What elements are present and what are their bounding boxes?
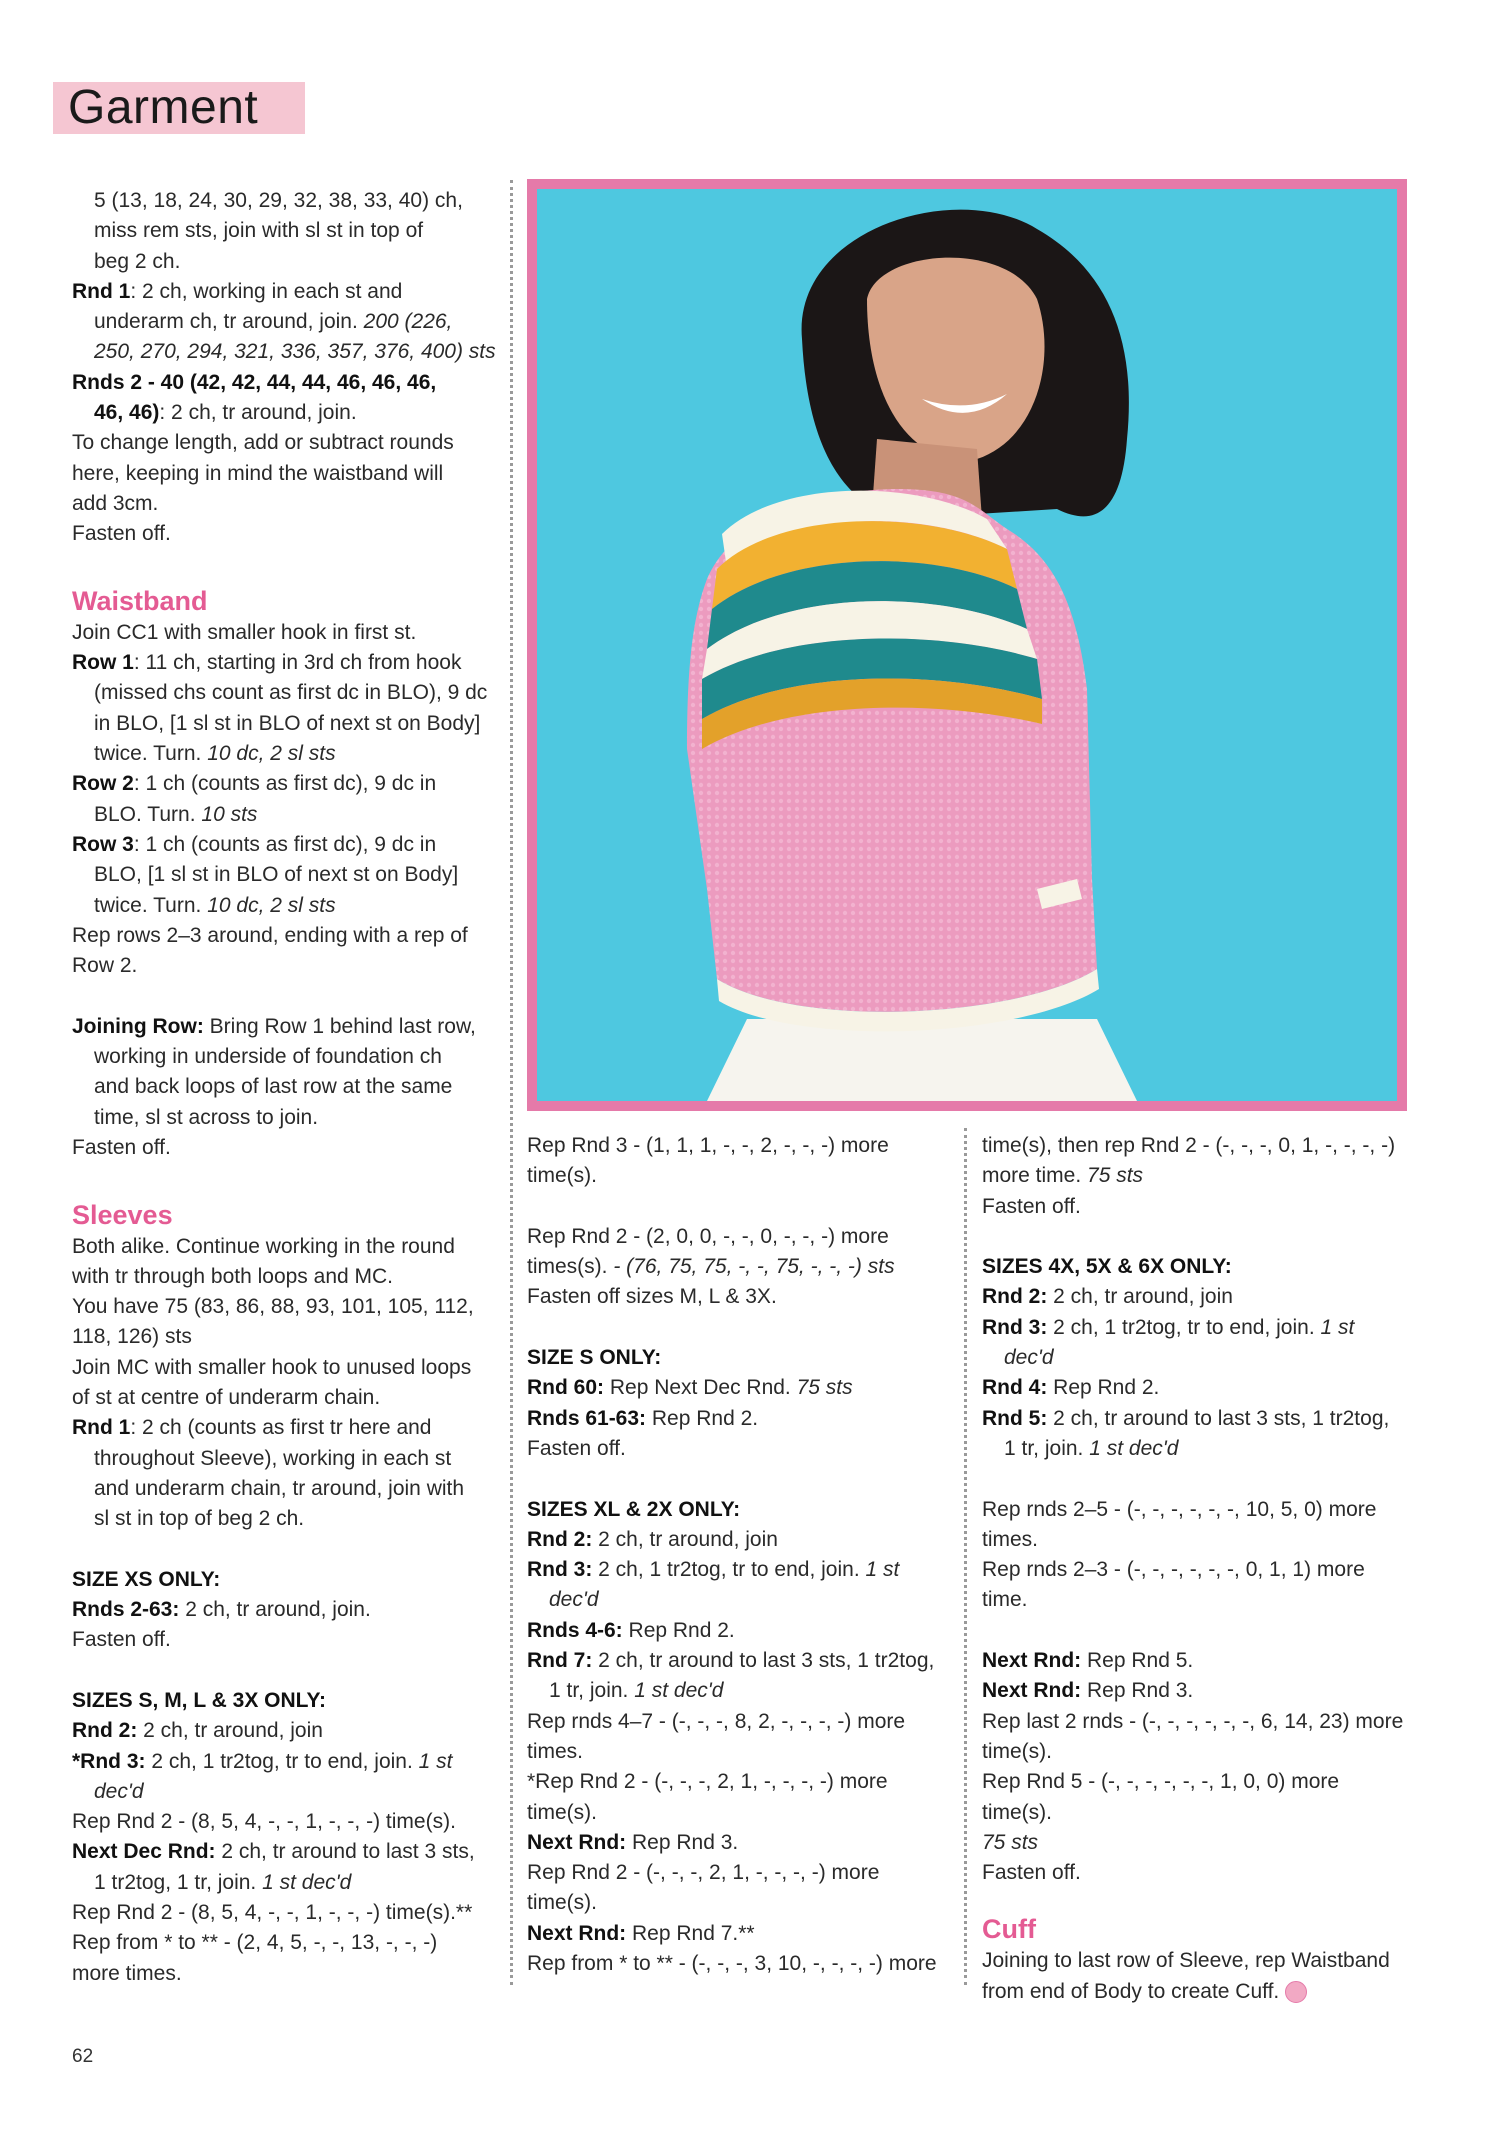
instruction-line: Next Rnd: Rep Rnd 5. [982,1649,1194,1673]
instruction-line: *Rnd 3: 2 ch, 1 tr2tog, tr to end, join. 1 st [72,1749,453,1773]
instruction-line: Next Dec Rnd: 2 ch, tr around to last 3 sts, [72,1840,475,1864]
text-line: Fasten off. [72,522,171,546]
text-line: Fasten off sizes M, L & 3X. [527,1285,777,1309]
text-line: twice. Turn. 10 dc, 2 sl sts [94,742,336,766]
model-photo [537,189,1397,1101]
text-line: times. [527,1739,584,1763]
text-line: here, keeping in mind the waistband will [72,461,444,485]
instruction-line: Rnd 2: 2 ch, tr around, join [982,1285,1233,1309]
instruction-line: Rnd 1: 2 ch (counts as first tr here and [72,1416,432,1440]
instruction-line: Rnd 3: 2 ch, 1 tr2tog, tr to end, join. 1 st [527,1558,900,1582]
text-line: Fasten off. [72,1135,171,1159]
text-line: Fasten off. [72,1628,171,1652]
text-line: (missed chs count as first dc in BLO), 9 dc [94,681,488,705]
text-line: Row 2. [72,954,138,978]
instruction-line: Rnd 1: 2 ch, working in each st and [72,279,403,303]
text-line: times(s). - (76, 75, 75, -, -, 75, -, -, -) sts [527,1255,895,1279]
text-line: Fasten off. [527,1436,626,1460]
instruction-line: Row 2: 1 ch (counts as first dc), 9 dc in [72,772,437,796]
row-label: Row 1 [72,651,134,675]
size-heading: SIZE S ONLY: [527,1346,662,1370]
text-line: miss rem sts, join with sl st in top of [94,219,424,243]
text-line: Rep rnds 4–7 - (-, -, -, 8, 2, -, -, -, -) more [527,1709,906,1733]
column-2 [527,1131,959,1979]
text-line: Rep rnds 2–3 - (-, -, -, -, -, -, 0, 1, 1) more [982,1558,1365,1582]
instruction-line: Rnd 5: 2 ch, tr around to last 3 sts, 1 tr2tog, [982,1406,1390,1430]
text-line: BLO. Turn. 10 sts [94,802,258,826]
text-line: 1 tr, join. 1 st dec'd [549,1679,724,1703]
row-label: Row 2 [72,772,134,796]
text-line: 5 (13, 18, 24, 30, 29, 32, 38, 33, 40) ch, [94,189,463,212]
text-line: Join MC with smaller hook to unused loops [72,1355,472,1379]
round-label: Rnds 2 - 40 (42, 42, 44, 44, 46, 46, 46, [72,370,437,394]
round-label: Rnd 1 [72,1416,131,1440]
size-heading: SIZES S, M, L & 3X ONLY: [72,1688,326,1712]
text-line: Rep rnds 2–5 - (-, -, -, -, -, -, 10, 5, 0) more [982,1497,1377,1521]
text-line: time, sl st across to join. [94,1105,319,1129]
instruction-line: Rnd 2: 2 ch, tr around, join [72,1719,323,1743]
column-1 [72,186,500,1989]
column-3 [982,1131,1414,2007]
text-line: Rep Rnd 2 - (2, 0, 0, -, -, 0, -, -, -) more [527,1224,889,1248]
section-heading-cuff: Cuff [982,1914,1036,1945]
sweater-illustration [537,189,1397,1101]
text-line: twice. Turn. 10 dc, 2 sl sts [94,893,336,917]
size-heading: SIZES XL & 2X ONLY: [527,1497,741,1521]
text-line: time(s). [527,1164,597,1188]
text-line: Rep Rnd 2 - (8, 5, 4, -, -, 1, -, -, -) time(s).** [72,1901,473,1925]
instruction-line: Next Rnd: Rep Rnd 7.** [527,1921,755,1945]
instruction-line: Joining Row: Bring Row 1 behind last row, [72,1014,476,1038]
column-divider [964,1128,967,1985]
text-line: and back loops of last row at the same [94,1075,453,1099]
instruction-line: Next Rnd: Rep Rnd 3. [982,1679,1194,1703]
instruction-line: Rnds 4-6: Rep Rnd 2. [527,1618,735,1642]
text-line: Join CC1 with smaller hook in first st. [72,620,417,644]
text-line: Rep Rnd 5 - (-, -, -, -, -, -, 1, 0, 0) more time(s). [982,1770,1340,1824]
text-line: Both alike. Continue working in the round [72,1234,455,1258]
text-line: You have 75 (83, 86, 88, 93, 101, 105, 112, [72,1295,474,1319]
text-line: time. [982,1588,1028,1612]
yarn-ball-icon [1285,1981,1307,2003]
text-line: time(s). [527,1891,597,1915]
text-line: dec'd [549,1588,599,1612]
text-line: throughout Sleeve), working in each st [94,1446,452,1470]
instruction-line: Rnds 2-63: 2 ch, tr around, join. [72,1598,371,1622]
text-line: Rep rows 2–3 around, ending with a rep of [72,923,468,947]
text-line: 75 sts [982,1830,1039,1854]
text-line: *Rep Rnd 2 - (-, -, -, 2, 1, -, -, -, -) more [527,1770,888,1794]
text-line: BLO, [1 sl st in BLO of next st on Body] [94,863,459,887]
text-line: Rep from * to ** - (-, -, -, 3, 10, -, -, -, -) more [527,1952,937,1976]
row-label: Row 3 [72,832,134,856]
row-label: Joining Row: [72,1014,204,1038]
text-line: 118, 126) sts [72,1325,192,1349]
instruction-line: Rnd 7: 2 ch, tr around to last 3 sts, 1 tr2tog, [527,1649,935,1673]
text-line: and underarm chain, tr around, join with [94,1476,465,1500]
page-number: 62 [72,2046,94,2067]
text-line: Fasten off. [982,1861,1081,1885]
skirt [707,1019,1137,1101]
instruction-line: Rnd 60: Rep Next Dec Rnd. 75 sts [527,1376,853,1400]
text-line: Rep from * to ** - (2, 4, 5, -, -, 13, -, -, -) [72,1931,438,1955]
column-divider [510,180,513,1985]
instruction-line: Rnds 61-63: Rep Rnd 2. [527,1406,759,1430]
text-line: from end of Body to create Cuff. [982,1977,1414,2007]
text-line: Fasten off. [982,1194,1081,1218]
instruction-line: Rnd 4: Rep Rnd 2. [982,1376,1160,1400]
instruction-line: Rnd 2: 2 ch, tr around, join [527,1527,778,1551]
instruction-line: Rnd 3: 2 ch, 1 tr2tog, tr to end, join. 1 st [982,1315,1355,1339]
text-line: working in underside of foundation ch [94,1045,442,1069]
instruction-line [72,368,500,398]
text-line: in BLO, [1 sl st in BLO of next st on Body] [94,711,481,735]
text-line: 46, 46): 2 ch, tr around, join. [94,401,357,425]
text-line: underarm ch, tr around, join. 200 (226, [94,310,453,334]
text-line: more times. [72,1961,182,1985]
section-heading-sleeves: Sleeves [72,1199,173,1230]
text-line: 250, 270, 294, 321, 336, 357, 376, 400) sts [94,340,496,364]
text-line: Rep Rnd 3 - (1, 1, 1, -, -, 2, -, -, -) more [527,1134,889,1157]
text-line: 1 tr2tog, 1 tr, join. 1 st dec'd [94,1870,352,1894]
text-line: Rep last 2 rnds - (-, -, -, -, -, -, 6, 14, 23) more [982,1709,1404,1733]
round-label: Rnd 1 [72,279,131,303]
size-heading: SIZES 4X, 5X & 6X ONLY: [982,1255,1232,1279]
text-line: time(s). [527,1800,597,1824]
text-line: Joining to last row of Sleeve, rep Waistband [982,1949,1390,1973]
text-line: more time. 75 sts [982,1164,1144,1188]
text-line: 1 tr, join. 1 st dec'd [1004,1436,1179,1460]
text-line: of st at centre of underarm chain. [72,1385,381,1409]
instruction-line: Next Rnd: Rep Rnd 3. [527,1830,739,1854]
instruction-line: Row 3: 1 ch (counts as first dc), 9 dc in [72,832,437,856]
text-line: with tr through both loops and MC. [72,1264,394,1288]
text-line: Rep Rnd 2 - (-, -, -, 2, 1, -, -, -, -) more [527,1861,880,1885]
text-line: To change length, add or subtract rounds [72,431,454,455]
size-heading: SIZE XS ONLY: [72,1567,221,1591]
text-line: time(s), then rep Rnd 2 - (-, -, -, 0, 1, -, -, -, -) [982,1134,1396,1157]
section-heading-waistband: Waistband [72,585,208,616]
text-line: dec'd [94,1779,144,1803]
page-title: Garment [68,81,259,134]
instruction-line: Row 1: 11 ch, starting in 3rd ch from hook [72,651,462,675]
text-line: times. [982,1527,1039,1551]
text-line: add 3cm. [72,491,159,515]
text-line: dec'd [1004,1346,1054,1370]
text-line: time(s). [982,1739,1052,1763]
text-line: Rep Rnd 2 - (8, 5, 4, -, -, 1, -, -, -) time(s). [72,1810,456,1834]
text-line: beg 2 ch. [94,249,181,273]
text-line: sl st in top of beg 2 ch. [94,1507,305,1531]
